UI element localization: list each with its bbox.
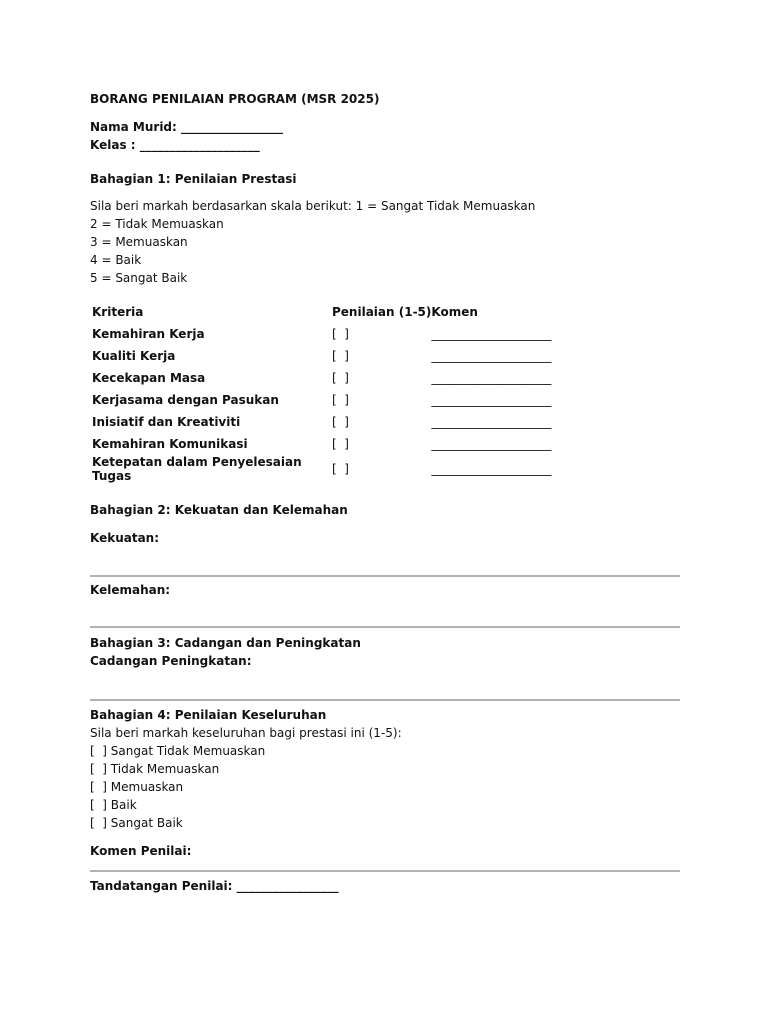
komen-penilai-answer-line[interactable] — [90, 870, 680, 872]
kelas-field[interactable]: Kelas : ____________________ — [90, 138, 260, 152]
option-baik[interactable]: [ ] Baik — [90, 798, 137, 812]
rating-checkbox[interactable]: [ ] — [332, 393, 349, 407]
kelemahan-label: Kelemahan: — [90, 583, 171, 597]
table-row — [92, 433, 591, 455]
scale-item-5: 5 = Sangat Baik — [90, 271, 188, 285]
table-row — [92, 323, 591, 345]
kekuatan-answer-line[interactable] — [90, 575, 680, 577]
header-penilaian: Penilaian (1-5) — [332, 305, 432, 319]
table-row — [92, 345, 591, 367]
section4-heading: Bahagian 4: Penilaian Keseluruhan — [90, 708, 327, 722]
comment-field[interactable]: ____________________ — [431, 349, 552, 363]
table-row — [92, 367, 591, 389]
section4-intro: Sila beri markah keseluruhan bagi prestasi ini (1-5): — [90, 726, 402, 740]
comment-field[interactable]: ____________________ — [431, 415, 552, 429]
criteria-label: Ketepatan dalam Penyelesaian Tugas — [92, 455, 302, 483]
scale-intro: Sila beri markah berdasarkan skala berikut: 1 = Sangat Tidak Memuaskan — [90, 199, 536, 213]
nama-murid-field[interactable]: Nama Murid: _________________ — [90, 120, 284, 134]
section3-heading: Bahagian 3: Cadangan dan Peningkatan — [90, 636, 361, 650]
comment-field[interactable]: ____________________ — [431, 327, 552, 341]
scale-description — [90, 197, 680, 287]
option-memuaskan[interactable]: [ ] Memuaskan — [90, 780, 184, 794]
table-row — [92, 411, 591, 433]
tandatangan-field[interactable]: Tandatangan Penilai: _________________ — [90, 879, 339, 893]
table-row — [92, 389, 591, 411]
header-komen: Komen — [431, 305, 478, 319]
section1-heading: Bahagian 1: Penilaian Prestasi — [90, 172, 297, 186]
criteria-label: Kemahiran Komunikasi — [92, 437, 248, 451]
criteria-label: Kecekapan Masa — [92, 371, 206, 385]
kelemahan-answer-line[interactable] — [90, 626, 680, 628]
rating-checkbox[interactable]: [ ] — [332, 415, 349, 429]
form-page — [90, 92, 680, 893]
form-title: BORANG PENILAIAN PROGRAM (MSR 2025) — [90, 92, 380, 106]
criteria-label: Inisiatif dan Kreativiti — [92, 415, 241, 429]
option-sangat-tidak-memuaskan[interactable]: [ ] Sangat Tidak Memuaskan — [90, 744, 266, 758]
cadangan-answer-line[interactable] — [90, 699, 680, 701]
comment-field[interactable]: ____________________ — [431, 371, 552, 385]
kekuatan-label: Kekuatan: — [90, 531, 160, 545]
cadangan-label: Cadangan Peningkatan: — [90, 654, 252, 668]
criteria-label: Kemahiran Kerja — [92, 327, 205, 341]
rating-checkbox[interactable]: [ ] — [332, 371, 349, 385]
comment-field[interactable]: ____________________ — [431, 393, 552, 407]
criteria-header-row — [92, 301, 591, 323]
komen-penilai-label: Komen Penilai: — [90, 844, 192, 858]
criteria-label: Kualiti Kerja — [92, 349, 176, 363]
option-tidak-memuaskan[interactable]: [ ] Tidak Memuaskan — [90, 762, 220, 776]
comment-field[interactable]: ____________________ — [431, 437, 552, 451]
table-row — [92, 455, 591, 483]
header-kriteria: Kriteria — [92, 305, 144, 319]
rating-checkbox[interactable]: [ ] — [332, 437, 349, 451]
criteria-table — [92, 301, 591, 483]
scale-item-4: 4 = Baik — [90, 253, 142, 267]
rating-checkbox[interactable]: [ ] — [332, 327, 349, 341]
comment-field[interactable]: ____________________ — [431, 462, 552, 476]
rating-checkbox[interactable]: [ ] — [332, 349, 349, 363]
scale-item-2: 2 = Tidak Memuaskan — [90, 217, 224, 231]
criteria-label: Kerjasama dengan Pasukan — [92, 393, 279, 407]
option-sangat-baik[interactable]: [ ] Sangat Baik — [90, 816, 183, 830]
section2-heading: Bahagian 2: Kekuatan dan Kelemahan — [90, 503, 348, 517]
scale-item-3: 3 = Memuaskan — [90, 235, 188, 249]
rating-checkbox[interactable]: [ ] — [332, 462, 349, 476]
